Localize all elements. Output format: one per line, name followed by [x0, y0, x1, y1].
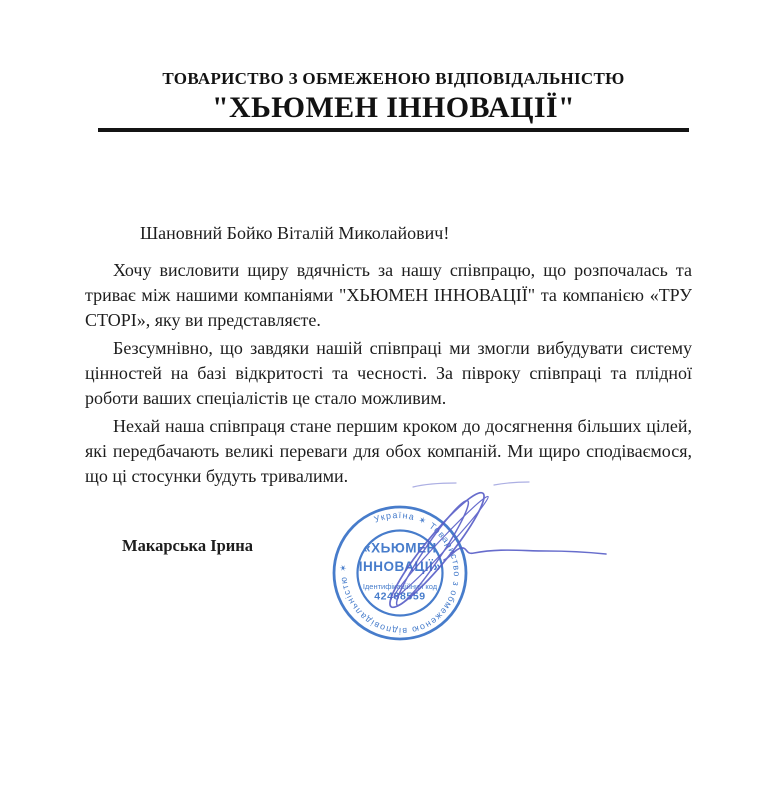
signature-tail-stroke: [444, 548, 606, 560]
seal-and-signature-area: [300, 450, 640, 675]
seal-id-label: Ідентифікаційний код: [362, 582, 438, 591]
signer-name: Макарська Ірина: [122, 536, 254, 555]
salutation-line: Шановний Бойко Віталій Миколайович!: [140, 223, 450, 243]
seal-center-name-line2: ІННОВАЦІЇ»: [358, 559, 442, 574]
seal-graphic: [334, 507, 466, 639]
seal-center-name-line1: «ХЬЮМЕН: [363, 540, 437, 556]
company-seal-stamp: [300, 450, 640, 675]
letter-paragraph: Хочу висловити щиру вдячність за нашу співпрацю, що розпочалась та триває між нашими компаніями "ХЬЮМЕН ІННОВАЦІЇ" та компанією «ТРУ СТОРІ», яку ви представляєте.: [85, 260, 692, 330]
company-name-title: "ХЬЮМЕН ІННОВАЦІЇ": [211, 91, 576, 124]
letter-paragraph: Нехай наша співпраця стане першим кроком до досягнення більших цілей, які передбачають великі переваги для обох компаній. Ми щиро сподіваємося, що ці стосунки будуть тривалими.: [85, 416, 692, 486]
signature-top-stroke: [413, 483, 456, 487]
signature-top-stroke: [494, 482, 529, 485]
seal-ring-text: Україна ✶ Товариство з обмеженою відповідальністю ✶: [337, 509, 462, 637]
letter-paragraph: Безсумнівно, що завдяки нашій співпраці ми змогли вибудувати систему цінностей на базі відкритості та чесності. За півроку співпраці та плідної роботи ваших спеціалістів це стало можливим.: [85, 338, 692, 408]
header-rule: [98, 128, 689, 132]
seal-id-code: 42488559: [374, 590, 426, 603]
company-type-title: ТОВАРИСТВО З ОБМЕЖЕНОЮ ВІДПОВІДАЛЬНІСТЮ: [162, 69, 625, 88]
letterhead: [98, 68, 689, 126]
